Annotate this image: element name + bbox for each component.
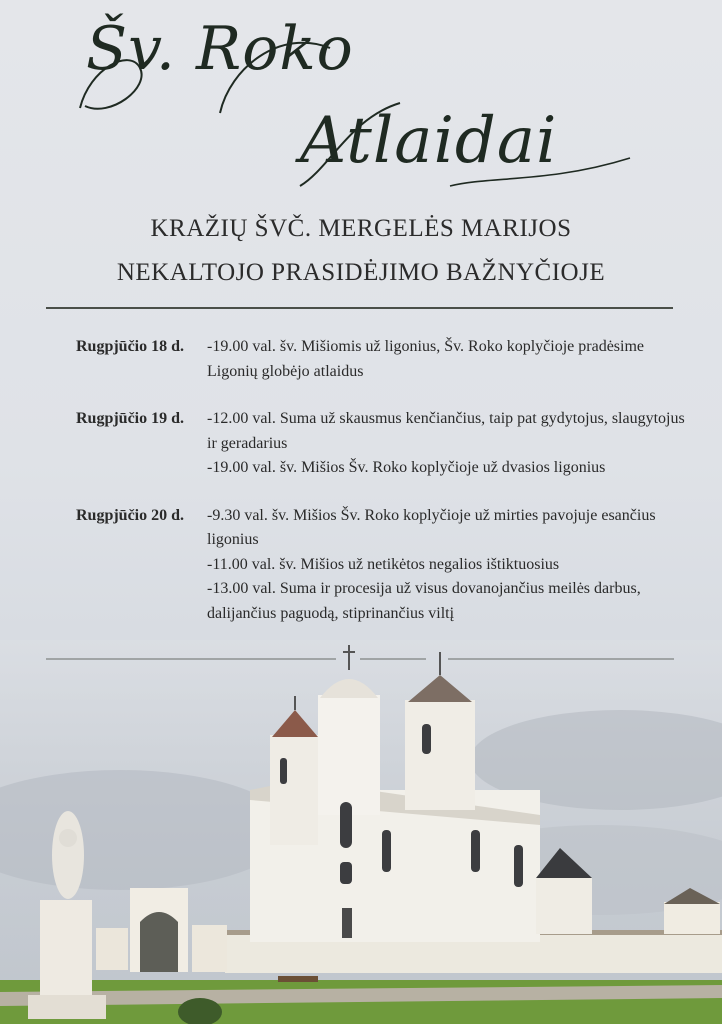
schedule-day (76, 504, 696, 627)
subtitle-line-1: KRAŽIŲ ŠVČ. MERGELĖS MARIJOS (150, 215, 572, 242)
day-events (207, 407, 696, 481)
title-line-1: Šv. Roko (86, 14, 354, 84)
event-item: -19.00 val. šv. Mišios Šv. Roko koplyčioje už dvasios ligonius (207, 459, 606, 476)
church-photo (0, 640, 722, 1024)
event-item: -9.30 val. šv. Mišios Šv. Roko koplyčioje už mirties pavojuje esančius ligonius (207, 506, 656, 548)
day-events (207, 504, 696, 627)
event-item: -12.00 val. Suma už skausmus kenčiančius, taip pat gydytojus, slaugytojus ir geradarius (207, 410, 685, 452)
schedule (76, 335, 696, 649)
event-item: -13.00 val. Suma ir procesija už visus dovanojančius meilės darbus, dalijančius paguodą, stiprinančius viltį (207, 580, 641, 622)
event-item: -19.00 val. šv. Mišiomis už ligonius, Šv. Roko koplyčioje pradėsime Ligonių globėjo atlaidus (207, 338, 645, 380)
event-item: -11.00 val. šv. Mišios už netikėtos negalios ištiktuosius (207, 555, 560, 573)
day-events (207, 335, 696, 384)
day-date: Rugpjūčio 20 d. (76, 506, 185, 524)
schedule-day (76, 407, 696, 481)
subtitle-line-2: NEKALTOJO PRASIDĖJIMO BAŽNYČIOJE (116, 259, 606, 286)
day-date: Rugpjūčio 19 d. (76, 410, 185, 427)
title-line-2: Atlaidai (300, 104, 558, 178)
schedule-day (76, 335, 696, 384)
divider-top (46, 307, 673, 309)
day-date: Rugpjūčio 18 d. (76, 338, 185, 355)
